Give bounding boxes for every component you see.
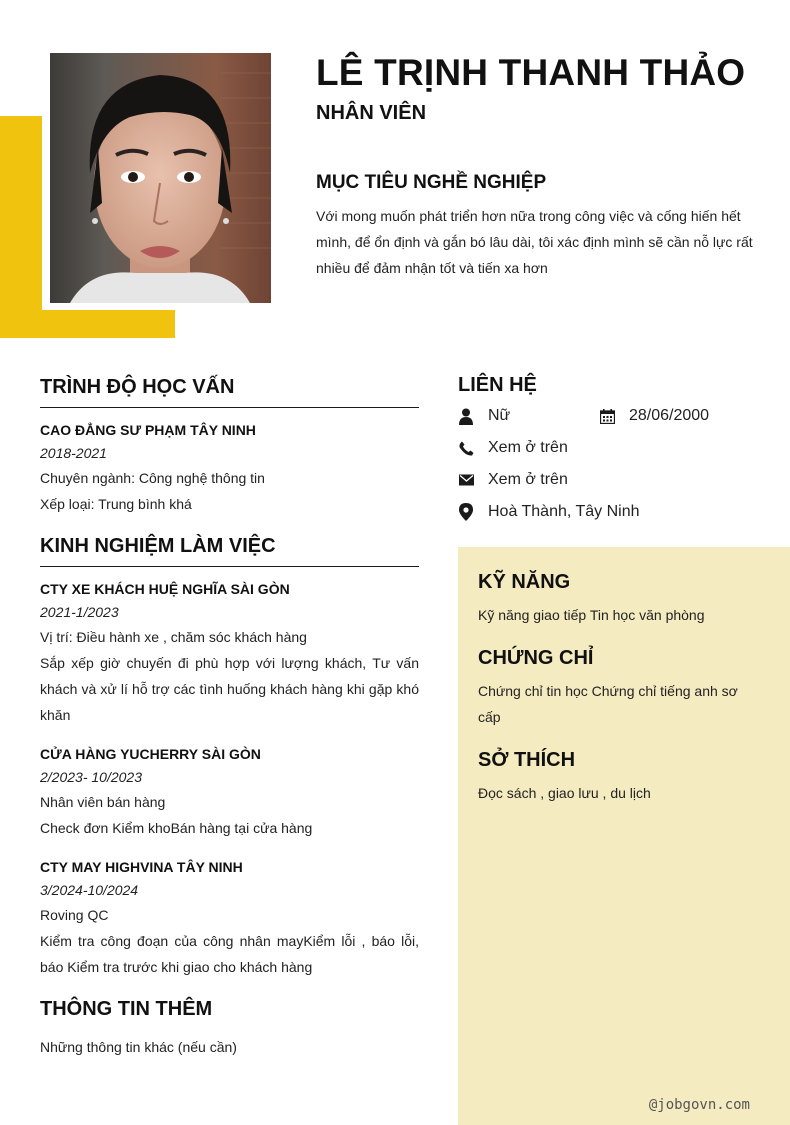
location-pin-icon: [458, 503, 474, 521]
contact-email[interactable]: Xem ở trên: [488, 471, 568, 488]
hobbies-heading: SỞ THÍCH: [478, 749, 576, 771]
job-company: CTY XE KHÁCH HUỆ NGHĨA SÀI GÒN: [40, 581, 290, 597]
job-company: CỬA HÀNG YUCHERRY SÀI GÒN: [40, 746, 261, 762]
mail-icon: [458, 471, 474, 489]
job-description: Check đơn Kiểm khoBán hàng tại cửa hàng: [40, 820, 313, 836]
education-divider: [40, 407, 419, 408]
job-description: Kiểm tra công đoạn của công nhân mayKiểm lỗi , báo lỗi, báo Kiểm tra trước khi giao cho khách hàng: [40, 933, 419, 975]
job-title: NHÂN VIÊN: [316, 102, 427, 124]
objective-text: Với mong muốn phát triển hơn nữa trong công việc và cống hiến hết mình, để ổn định và gắn bó lâu dài, tôi xác định mình sẽ cần nỗ lực rất nhiều để đảm nhận tốt và tiến xa hơn: [316, 208, 753, 276]
job-description: Sắp xếp giờ chuyến đi phù hợp với lượng khách, Tư vấn khách và xử lí hỗ trợ các tình huống khách hàng khi gặp khó khăn: [40, 655, 419, 723]
education-heading: TRÌNH ĐỘ HỌC VẤN: [40, 376, 235, 398]
skills-text: Kỹ năng giao tiếp Tin học văn phòng: [478, 607, 705, 623]
profile-photo: [50, 53, 271, 303]
job-period: 3/2024-10/2024: [40, 882, 139, 898]
education-school: CAO ĐẲNG SƯ PHẠM TÂY NINH: [40, 422, 256, 438]
contact-gender: Nữ: [488, 407, 511, 424]
contact-phone[interactable]: Xem ở trên: [488, 439, 568, 456]
accent-bar-horizontal: [0, 310, 175, 338]
job-company: CTY MAY HIGHVINA TÂY NINH: [40, 859, 243, 875]
contact-birthday: 28/06/2000: [629, 407, 710, 424]
watermark: @jobgovn.com: [648, 1097, 750, 1113]
phone-icon: [458, 439, 474, 457]
job-period: 2021-1/2023: [40, 604, 119, 620]
job-position: Roving QC: [40, 907, 109, 923]
education-grade: Xếp loại: Trung bình khá: [40, 496, 192, 512]
contact-address: Hoà Thành, Tây Ninh: [488, 503, 640, 520]
education-period: 2018-2021: [40, 445, 107, 461]
contact-heading: LIÊN HỆ: [458, 374, 537, 396]
hobbies-text: Đọc sách , giao lưu , du lịch: [478, 785, 651, 801]
education-major: Chuyên ngành: Công nghệ thông tin: [40, 470, 265, 486]
extra-info-text: Những thông tin khác (nếu cần): [40, 1039, 237, 1055]
contact-phone-row: [458, 436, 568, 460]
skills-heading: KỸ NĂNG: [478, 571, 571, 593]
certificates-heading: CHỨNG CHỈ: [478, 647, 594, 669]
experience-divider: [40, 566, 419, 567]
contact-birthday-row: [599, 404, 709, 428]
job-period: 2/2023- 10/2023: [40, 769, 142, 785]
extra-info-heading: THÔNG TIN THÊM: [40, 998, 213, 1020]
experience-heading: KINH NGHIỆM LÀM VIỆC: [40, 535, 276, 557]
candidate-name: LÊ TRỊNH THANH THẢO: [316, 52, 746, 93]
accent-bar-vertical: [0, 116, 42, 338]
person-icon: [458, 407, 474, 425]
job-position: Vị trí: Điều hành xe , chăm sóc khách hàng: [40, 629, 307, 645]
contact-email-row: [458, 468, 568, 492]
objective-heading: MỤC TIÊU NGHỀ NGHIỆP: [316, 172, 547, 193]
contact-gender-row: [458, 404, 510, 428]
job-position: Nhân viên bán hàng: [40, 794, 166, 810]
contact-address-row: [458, 500, 640, 524]
calendar-icon: [599, 407, 615, 425]
skills-panel: [458, 547, 790, 1125]
certificates-text: Chứng chỉ tin học Chứng chỉ tiếng anh sơ cấp: [478, 683, 738, 725]
